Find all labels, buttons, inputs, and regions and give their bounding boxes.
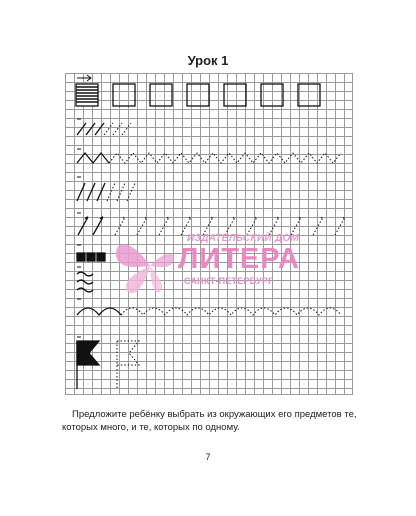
exercise-zigzag [77,149,341,163]
watermark-publisher: ИЗДАТЕЛЬСКИЙ ДОМ [187,233,300,244]
exercise-hatched-square [76,75,98,106]
exercise-small-squares [77,245,105,261]
exercise-arches [77,299,341,315]
page-number: 7 [205,452,211,462]
lesson-title: Урок 1 [187,53,229,68]
exercise-long-strokes [77,177,135,201]
empty-squares [113,84,320,106]
instruction-text: Предложите ребёнку выбрать из окружающих его предметов те, которых много, и те, которых по одному. [62,409,357,433]
exercise-diagonal-strokes [77,119,131,135]
watermark-brand: ЛИТЕРА [178,243,300,275]
exercise-waves [77,267,93,292]
watermark-city: САНКТ-ПЕТЕРБУРГ [184,276,274,286]
instruction [62,408,372,434]
exercise-flag [77,337,139,389]
